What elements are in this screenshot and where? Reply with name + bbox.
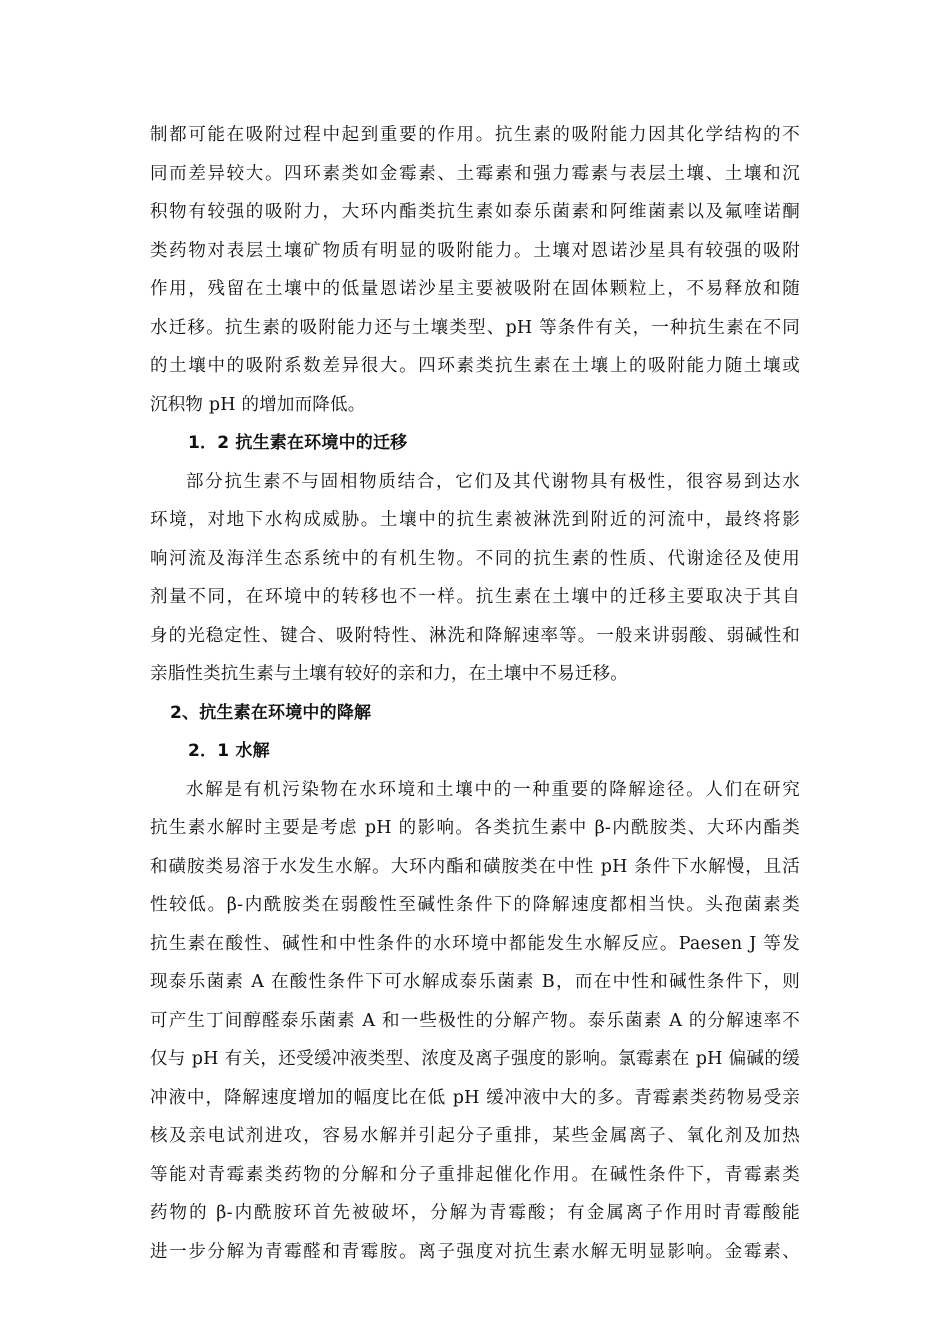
text-line: 和磺胺类易溶于水发生水解。大环内酯和磺胺类在中性 pH 条件下水解慢，且活	[150, 856, 800, 877]
text-line: 水迁移。抗生素的吸附能力还与土壤类型、pH 等条件有关，一种抗生素在不同	[150, 317, 800, 338]
text-line: 冲液中，降解速度增加的幅度比在低 pH 缓冲液中大的多。青霉素类药物易受亲	[150, 1087, 800, 1108]
section-heading-1-2: 1．2 抗生素在环境中的迁移	[188, 433, 408, 453]
text-line: 作用，残留在土壤中的低量恩诺沙星主要被吸附在固体颗粒上，不易释放和随	[150, 279, 800, 299]
text-line: 等能对青霉素类药物的分解和分子重排起催化作用。在碱性条件下，青霉素类	[150, 1164, 800, 1185]
paragraph-hydrolysis	[150, 771, 800, 1272]
text-line: 同而差异较大。四环素类如金霉素、土霉素和强力霉素与表层土壤、土壤和沉	[150, 163, 800, 184]
text-line: 可产生丁间醇醛泰乐菌素 A 和一些极性的分解产物。泰乐菌素 A 的分解速率不	[150, 1010, 800, 1031]
text-line: 环境，对地下水构成威胁。土壤中的抗生素被淋洗到附近的河流中，最终将影	[150, 510, 800, 530]
text-line: 剂量不同，在环境中的转移也不一样。抗生素在土壤中的迁移主要取决于其自	[150, 587, 800, 607]
text-line: 仅与 pH 有关，还受缓冲液类型、浓度及离子强度的影响。氯霉素在 pH 偏碱的缓	[150, 1049, 800, 1069]
text-line: 药物的 β-内酰胺环首先被破坏，分解为青霉酸；有金属离子作用时青霉酸能	[150, 1203, 800, 1223]
text-line: 沉积物 pH 的增加而降低。	[150, 394, 366, 415]
text-line: 积物有较强的吸附力，大环内酯类抗生素如泰乐菌素和阿维菌素以及氟喹诺酮	[150, 202, 800, 222]
text-line: 抗生素水解时主要是考虑 pH 的影响。各类抗生素中 β-内酰胺类、大环内酯类	[150, 818, 800, 838]
section-heading-2: 2、抗生素在环境中的降解	[170, 702, 372, 723]
text-line: 身的光稳定性、键合、吸附特性、淋洗和降解速率等。一般来讲弱酸、弱碱性和	[150, 625, 800, 646]
text-line: 水解是有机污染物在水环境和土壤中的一种重要的降解途径。人们在研究	[186, 779, 800, 800]
text-line: 性较低。β-内酰胺类在弱酸性至碱性条件下的降解速度都相当快。头孢菌素类	[150, 895, 800, 915]
text-line: 核及亲电试剂进攻，容易水解并引起分子重排，某些金属离子、氧化剂及加热	[150, 1126, 800, 1146]
section-heading-2-1: 2．1 水解	[188, 741, 270, 761]
text-line: 响河流及海洋生态系统中的有机生物。不同的抗生素的性质、代谢途径及使用	[150, 548, 800, 569]
text-line: 现泰乐菌素 A 在酸性条件下可水解成泰乐菌素 B，而在中性和碱性条件下，则	[150, 972, 800, 992]
document-page	[150, 116, 800, 1271]
text-line: 亲脂性类抗生素与土壤有较好的亲和力，在土壤中不易迁移。	[150, 664, 628, 684]
text-line: 抗生素在酸性、碱性和中性条件的水环境中都能发生水解反应。Paesen J 等发	[150, 933, 800, 954]
text-line: 类药物对表层土壤矿物质有明显的吸附能力。土壤对恩诺沙星具有较强的吸附	[150, 240, 800, 261]
text-line: 的土壤中的吸附系数差异很大。四环素类抗生素在土壤上的吸附能力随土壤或	[150, 356, 800, 376]
text-line: 进一步分解为青霉醛和青霉胺。离子强度对抗生素水解无明显影响。金霉素、	[150, 1241, 800, 1262]
text-line: 部分抗生素不与固相物质结合，它们及其代谢物具有极性，很容易到达水	[186, 471, 800, 492]
text-line: 制都可能在吸附过程中起到重要的作用。抗生素的吸附能力因其化学结构的不	[150, 125, 800, 145]
paragraph-migration	[150, 463, 800, 694]
paragraph-adsorption	[150, 116, 800, 424]
